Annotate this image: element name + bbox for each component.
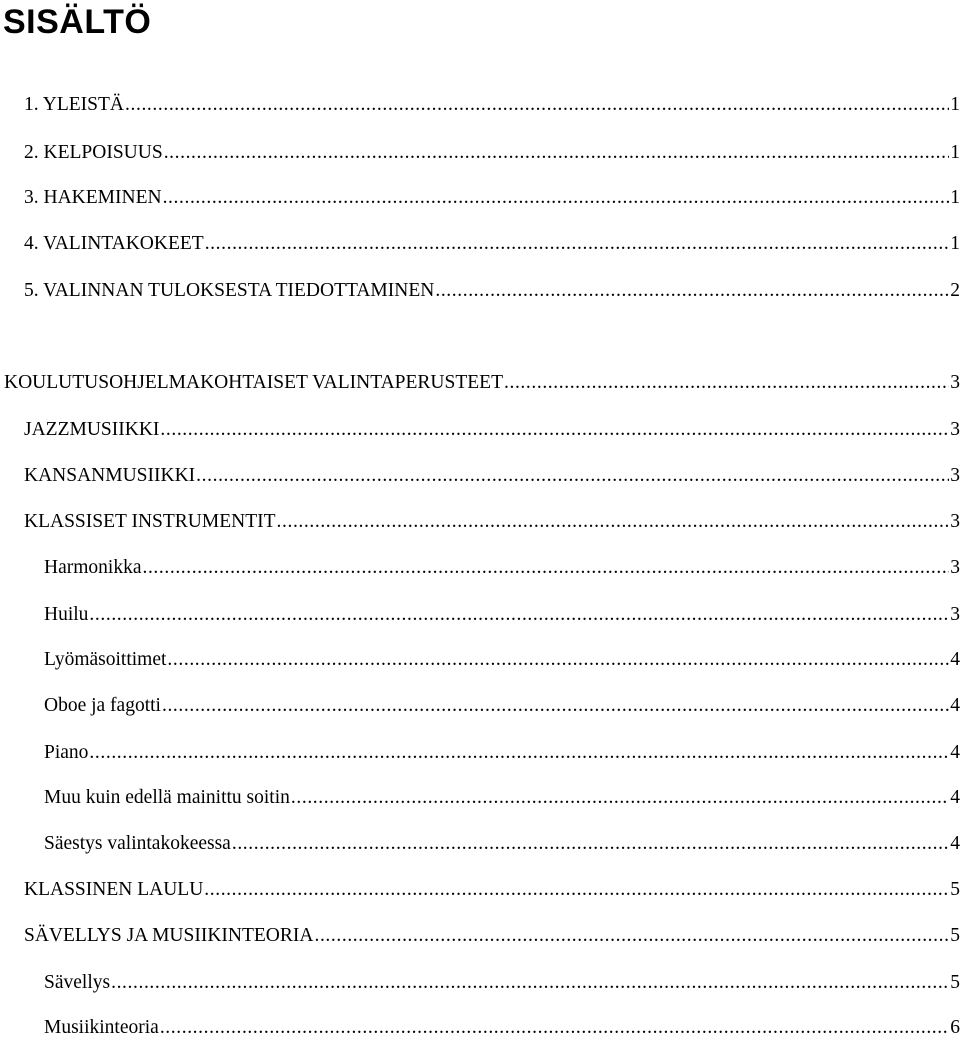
dot-leader xyxy=(163,184,950,212)
toc-entry-piano[interactable] xyxy=(44,739,960,767)
toc-entry-klassinen-laulu[interactable] xyxy=(24,876,960,904)
toc-entry-valinnan-tuloksesta-tiedottaminen[interactable] xyxy=(24,277,960,305)
toc-entry-koulutusohjelmakohtaiset-valintaperusteet[interactable] xyxy=(4,369,960,397)
toc-entry-kansanmusiikki[interactable] xyxy=(24,462,960,490)
toc-page-number: 1 xyxy=(950,142,960,163)
dot-leader xyxy=(205,230,950,258)
toc-entry-label: Oboe ja fagotti xyxy=(44,695,161,716)
toc-entry-oboe-ja-fagotti[interactable] xyxy=(44,692,960,720)
toc-entry-label: JAZZMUSIIKKI xyxy=(24,419,160,440)
toc-page-number: 4 xyxy=(950,787,960,808)
dot-leader xyxy=(111,969,949,997)
toc-entry-savellys[interactable] xyxy=(44,969,960,997)
toc-entry-label: SÄVELLYS JA MUSIIKINTEORIA xyxy=(24,925,314,946)
dot-leader xyxy=(504,369,949,397)
dot-leader xyxy=(435,277,949,305)
toc-page-number: 3 xyxy=(950,511,960,532)
toc-entry-label: 3. HAKEMINEN xyxy=(24,187,162,208)
toc-page-number: 5 xyxy=(950,925,960,946)
dot-leader xyxy=(314,922,949,950)
dot-leader xyxy=(164,139,950,167)
toc-entry-label: 5. VALINNAN TULOKSESTA TIEDOTTAMINEN xyxy=(24,280,435,301)
toc-entry-label: Harmonikka xyxy=(44,557,142,578)
toc-entry-hakeminen[interactable] xyxy=(24,184,960,212)
dot-leader xyxy=(142,554,949,582)
toc-entry-label: Lyömäsoittimet xyxy=(44,649,167,670)
toc-entry-label: 1. YLEISTÄ xyxy=(24,94,125,115)
dot-leader xyxy=(167,646,949,674)
dot-leader xyxy=(89,601,949,629)
toc-page-number: 3 xyxy=(950,419,960,440)
toc-page-number: 1 xyxy=(950,233,960,254)
toc-page-number: 3 xyxy=(950,465,960,486)
toc-page-number: 1 xyxy=(950,94,960,115)
toc-page-number: 1 xyxy=(950,187,960,208)
toc-entry-label: 2. KELPOISUUS xyxy=(24,142,163,163)
toc-page-number: 4 xyxy=(950,742,960,763)
dot-leader xyxy=(89,739,949,767)
toc-entry-label: KLASSISET INSTRUMENTIT xyxy=(24,511,276,532)
toc-entry-kelpoisuus[interactable] xyxy=(24,139,960,167)
toc-page-number: 6 xyxy=(950,1017,960,1038)
toc-page-number: 5 xyxy=(950,879,960,900)
toc-page-number: 3 xyxy=(950,557,960,578)
dot-leader xyxy=(204,876,949,904)
toc-entry-harmonikka[interactable] xyxy=(44,554,960,582)
toc-entry-label: Muu kuin edellä mainittu soitin xyxy=(44,787,290,808)
toc-entry-savellys-ja-musiikinteoria[interactable] xyxy=(24,922,960,950)
page-title: SISÄLTÖ xyxy=(3,3,152,41)
dot-leader xyxy=(160,416,949,444)
toc-page-number: 5 xyxy=(950,972,960,993)
toc-page-number: 2 xyxy=(950,280,960,301)
toc-entry-valintakokeet[interactable] xyxy=(24,230,960,258)
toc-entry-label: 4. VALINTAKOKEET xyxy=(24,233,204,254)
toc-entry-muu-soitin[interactable] xyxy=(44,784,960,812)
toc-entry-label: Musiikinteoria xyxy=(44,1017,159,1038)
dot-leader xyxy=(125,91,949,119)
dot-leader xyxy=(196,462,949,490)
toc-entry-label: Huilu xyxy=(44,604,89,625)
toc-entry-yleista[interactable] xyxy=(24,91,960,119)
toc-entry-label: Piano xyxy=(44,742,89,763)
dot-leader xyxy=(162,692,949,720)
dot-leader xyxy=(232,830,949,858)
toc-page-number: 4 xyxy=(950,649,960,670)
toc-entry-label: KANSANMUSIIKKI xyxy=(24,465,196,486)
toc-entry-huilu[interactable] xyxy=(44,601,960,629)
toc-entry-jazzmusiikki[interactable] xyxy=(24,416,960,444)
toc-entry-label: KLASSINEN LAULU xyxy=(24,879,204,900)
toc-entry-klassiset-instrumentit[interactable] xyxy=(24,508,960,536)
dot-leader xyxy=(277,508,950,536)
toc-page-number: 3 xyxy=(950,372,960,393)
toc-entry-saestys-valintakokeessa[interactable] xyxy=(44,830,960,858)
toc-entry-label: KOULUTUSOHJELMAKOHTAISET VALINTAPERUSTEET xyxy=(4,372,503,393)
toc-entry-label: Sävellys xyxy=(44,972,111,993)
toc-page-number: 4 xyxy=(950,833,960,854)
toc-page-number: 3 xyxy=(950,604,960,625)
toc-page-number: 4 xyxy=(950,695,960,716)
toc-entry-label: Säestys valintakokeessa xyxy=(44,833,231,854)
toc-entry-lyomasoittimet[interactable] xyxy=(44,646,960,674)
dot-leader xyxy=(291,784,949,812)
